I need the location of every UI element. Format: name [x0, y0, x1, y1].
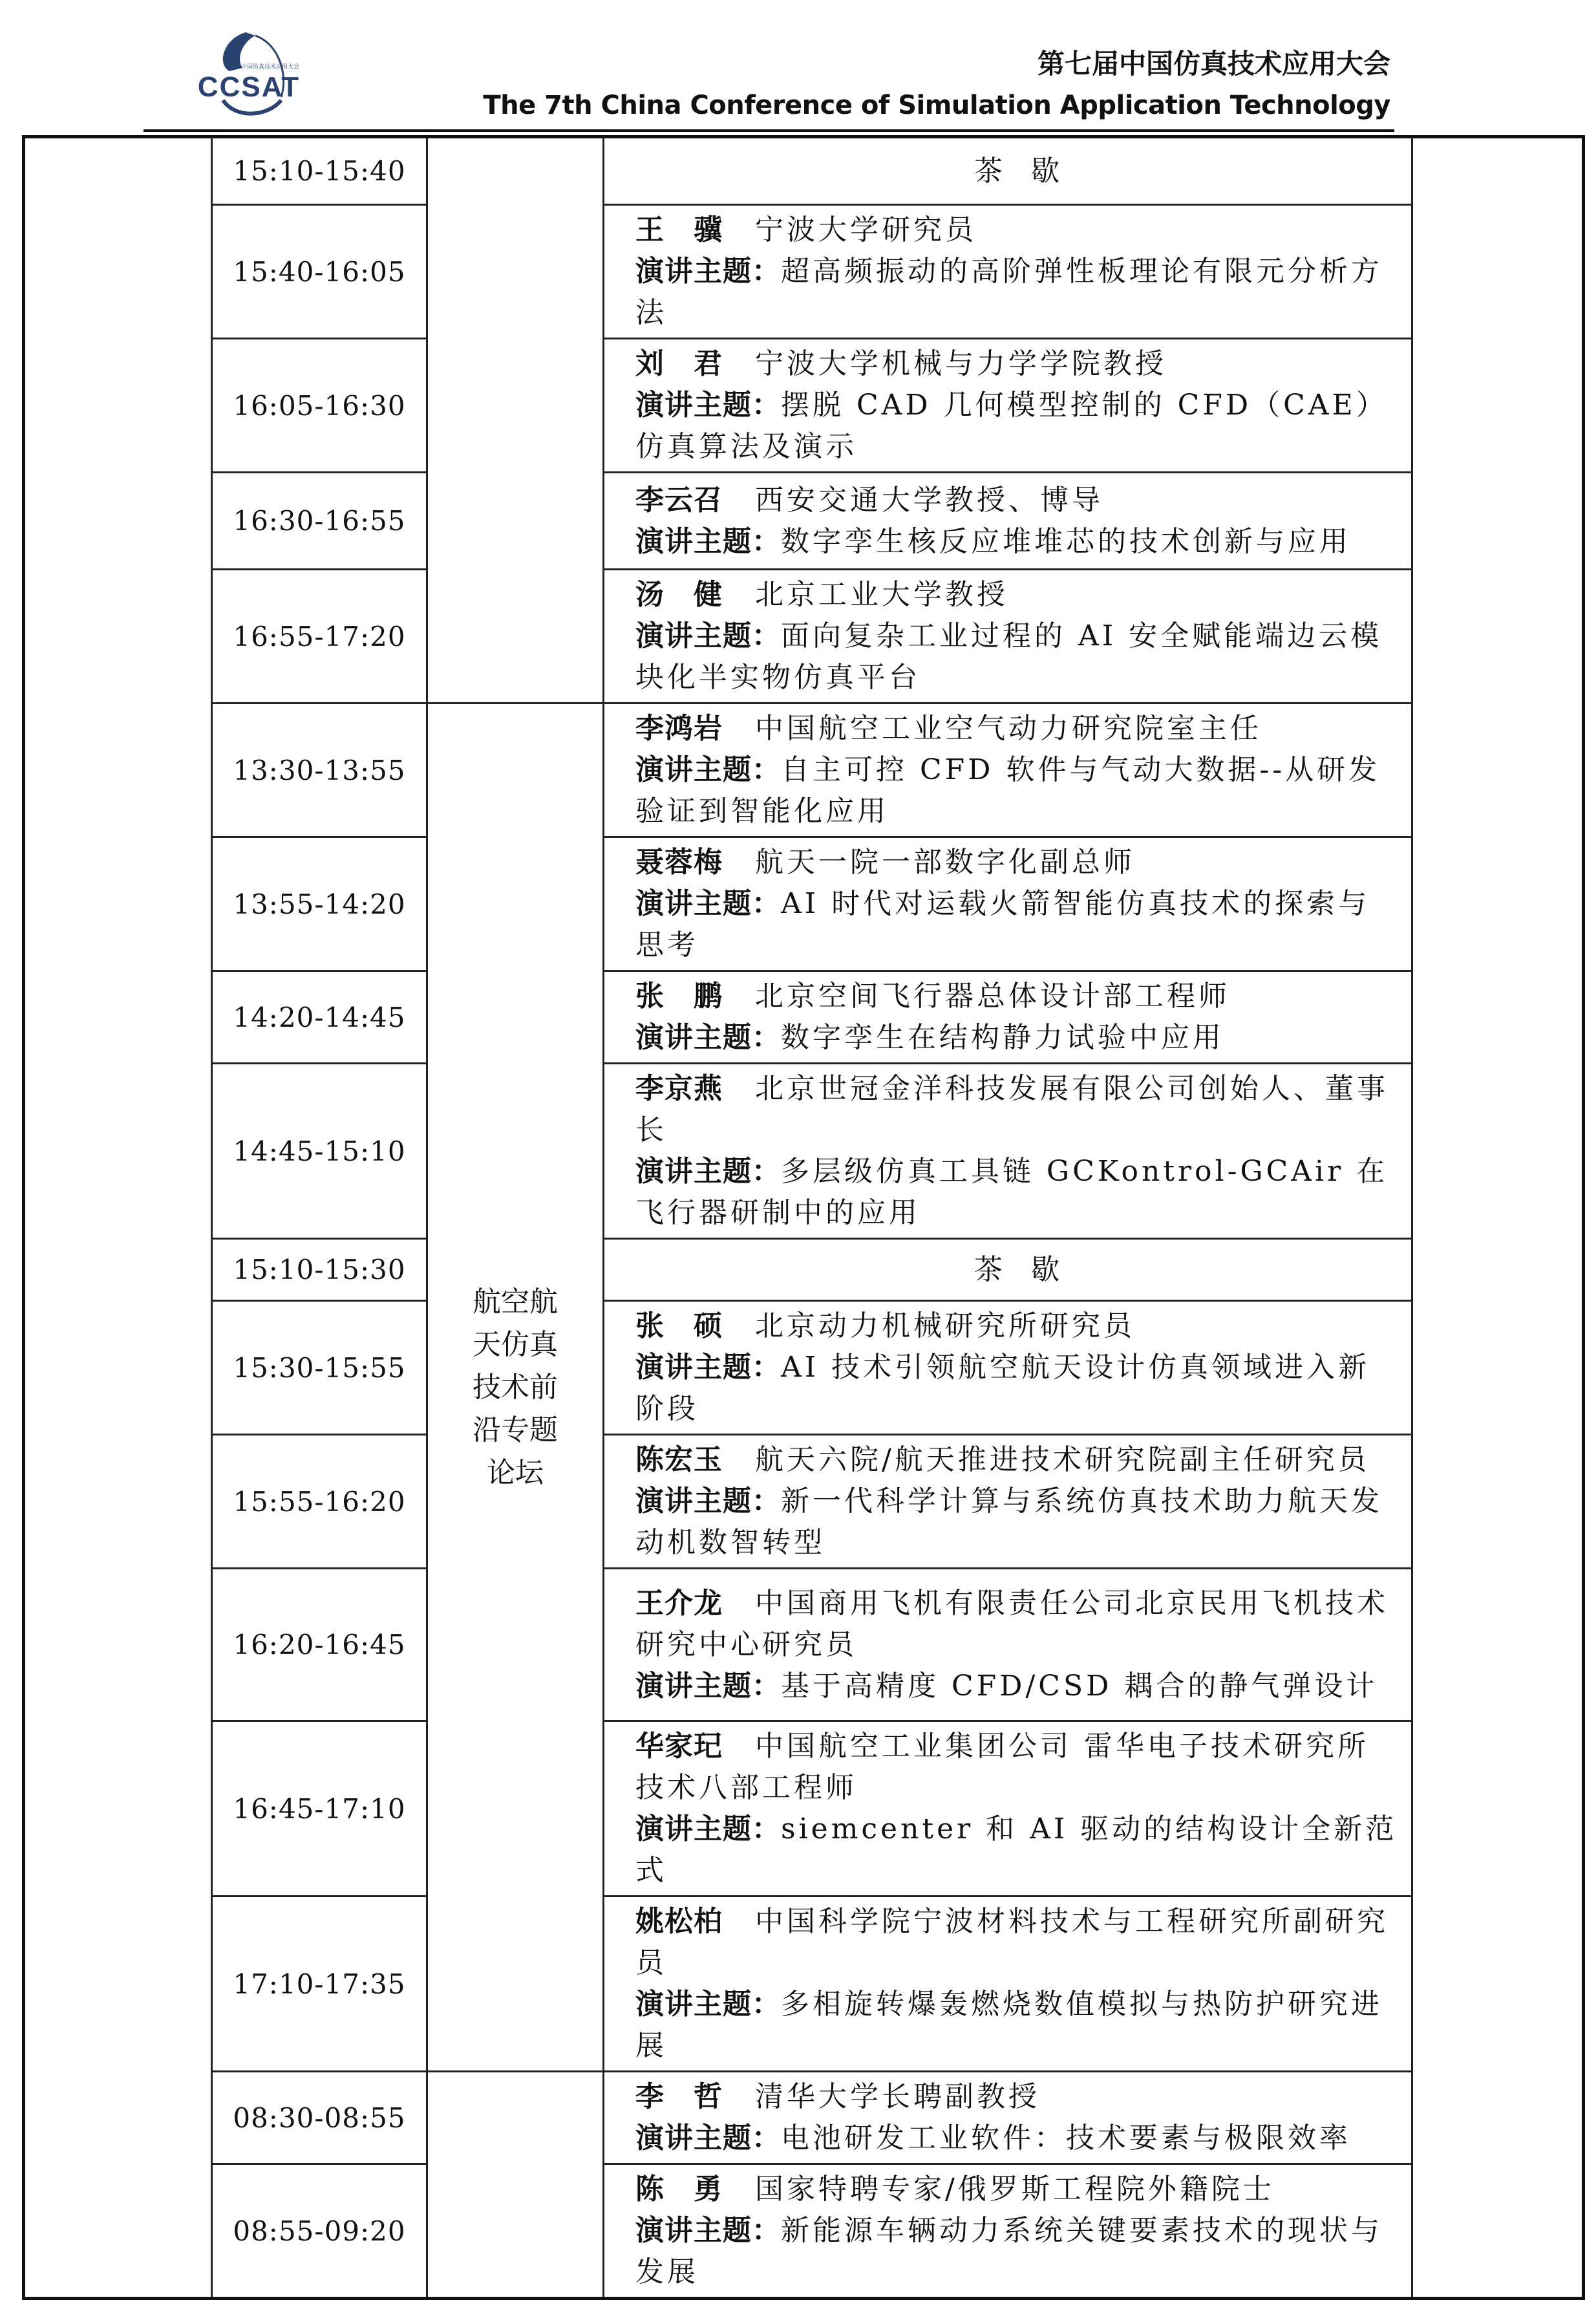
topic-label: 演讲主题：	[635, 1155, 781, 1188]
talk-cell	[604, 1301, 1412, 1435]
time-slot: 15:40-16:05	[212, 205, 427, 339]
talk-cell	[604, 2164, 1412, 2299]
time-slot: 13:30-13:55	[212, 704, 427, 837]
time-slot: 14:45-15:10	[212, 1064, 427, 1239]
talk-topic: 基于高精度 CFD/CSD 耦合的静气弹设计	[781, 1669, 1378, 1703]
talk-topic: 多层级仿真工具链 GCKontrol-GCAir 在飞行器研制中的应用	[635, 1155, 1389, 1229]
topic-label: 演讲主题：	[635, 1351, 781, 1384]
talk-cell	[604, 570, 1412, 704]
speaker-name: 李云召	[635, 483, 723, 517]
talk-topic: 面向复杂工业过程的 AI 安全赋能端边云模块化半实物仿真平台	[635, 619, 1383, 694]
talk-cell	[604, 837, 1412, 971]
speaker-name: 聂蓉梅	[635, 846, 723, 879]
schedule-row	[24, 704, 1584, 837]
speaker-name: 姚松柏	[635, 1905, 723, 1938]
session-cell-empty	[427, 2072, 604, 2299]
speaker-name: 王介龙	[635, 1586, 723, 1620]
time-slot: 15:55-16:20	[212, 1435, 427, 1569]
talk-topic: AI 技术引领航空航天设计仿真领域进入新阶段	[635, 1351, 1370, 1425]
topic-label: 演讲主题：	[635, 2122, 781, 2155]
schedule-row	[24, 837, 1584, 971]
talk-cell	[604, 2072, 1412, 2164]
speaker-name: 王 骥	[635, 213, 723, 246]
speaker-affiliation: 中国商用飞机有限责任公司北京民用飞机技术研究中心研究员	[635, 1586, 1389, 1661]
speaker-affiliation: 北京动力机械研究所研究员	[755, 1309, 1135, 1342]
talk-cell	[604, 473, 1412, 570]
speaker-name: 华家玘	[635, 1730, 723, 1763]
conference-title-en: The 7th China Conference of Simulation Application Technology	[483, 91, 1390, 120]
schedule-row	[24, 1064, 1584, 1239]
right-blank-column	[1412, 137, 1584, 2299]
talk-cell	[604, 1897, 1412, 2072]
schedule-row	[24, 1897, 1584, 2072]
time-slot: 17:10-17:35	[212, 1897, 427, 2072]
speaker-affiliation: 中国航空工业集团公司 雷华电子技术研究所技术八部工程师	[635, 1730, 1369, 1804]
schedule-row	[24, 1435, 1584, 1569]
speaker-name: 刘 君	[635, 347, 723, 380]
talk-topic: 数字孪生核反应堆堆芯的技术创新与应用	[781, 524, 1351, 558]
time-slot: 15:10-15:30	[212, 1239, 427, 1301]
talk-topic: 数字孪生在结构静力试验中应用	[781, 1021, 1224, 1054]
speaker-name: 汤 健	[635, 578, 723, 611]
speaker-name: 陈 勇	[635, 2173, 723, 2206]
session-label	[427, 704, 604, 2072]
talk-cell	[604, 1064, 1412, 1239]
topic-label: 演讲主题：	[635, 753, 781, 786]
speaker-name: 李鸿岩	[635, 712, 723, 745]
talk-cell	[604, 971, 1412, 1064]
time-slot: 16:30-16:55	[212, 473, 427, 570]
topic-label: 演讲主题：	[635, 524, 781, 558]
speaker-affiliation: 航天一院一部数字化副总师	[755, 846, 1135, 879]
time-slot: 08:55-09:20	[212, 2164, 427, 2299]
topic-label: 演讲主题：	[635, 1669, 781, 1703]
page-header	[0, 0, 1596, 136]
talk-topic: 新一代科学计算与系统仿真技术助力航天发动机数智转型	[635, 1485, 1383, 1559]
talk-topic: 摆脱 CAD 几何模型控制的 CFD（CAE）仿真算法及演示	[635, 389, 1388, 463]
speaker-affiliation: 北京空间飞行器总体设计部工程师	[755, 980, 1230, 1013]
ccsat-logo	[184, 26, 314, 123]
talk-cell	[604, 339, 1412, 473]
topic-label: 演讲主题：	[635, 1812, 781, 1845]
time-slot: 15:30-15:55	[212, 1301, 427, 1435]
schedule-table	[22, 135, 1585, 2300]
speaker-name: 李 哲	[635, 2080, 723, 2113]
header-divider	[144, 129, 1394, 132]
talk-topic: 超高频振动的高阶弹性板理论有限元分析方法	[635, 255, 1383, 329]
schedule-row	[24, 205, 1584, 339]
logo-text: CCSAT	[197, 71, 301, 103]
topic-label: 演讲主题：	[635, 619, 781, 652]
speaker-affiliation: 航天六院/航天推进技术研究院副主任研究员	[755, 1443, 1370, 1476]
time-slot: 16:45-17:10	[212, 1721, 427, 1897]
talk-topic: 电池研发工业软件：技术要素与极限效率	[781, 2122, 1351, 2155]
speaker-affiliation: 清华大学长聘副教授	[755, 2080, 1040, 2113]
talk-topic: 新能源车辆动力系统关键要素技术的现状与发展	[635, 2214, 1383, 2288]
schedule-row	[24, 1569, 1584, 1721]
talk-topic: AI 时代对运载火箭智能仿真技术的探索与思考	[635, 887, 1370, 962]
session-cell-empty	[427, 137, 604, 704]
topic-label: 演讲主题：	[635, 1988, 781, 2021]
time-slot: 13:55-14:20	[212, 837, 427, 971]
tea-break: 茶 歇	[604, 137, 1412, 205]
speaker-affiliation: 中国科学院宁波材料技术与工程研究所副研究员	[635, 1905, 1389, 1979]
conference-title-cn: 第七届中国仿真技术应用大会	[1037, 48, 1390, 80]
topic-label: 演讲主题：	[635, 1021, 781, 1054]
tea-break: 茶 歇	[604, 1239, 1412, 1301]
schedule-row	[24, 1301, 1584, 1435]
schedule-row	[24, 339, 1584, 473]
talk-topic: 自主可控 CFD 软件与气动大数据--从研发验证到智能化应用	[635, 753, 1381, 828]
time-slot: 08:30-08:55	[212, 2072, 427, 2164]
topic-label: 演讲主题：	[635, 887, 781, 920]
topic-label: 演讲主题：	[635, 389, 781, 422]
speaker-name: 陈宏玉	[635, 1443, 723, 1476]
schedule-row	[24, 137, 1584, 205]
time-slot: 16:55-17:20	[212, 570, 427, 704]
talk-cell	[604, 1435, 1412, 1569]
schedule-row	[24, 1721, 1584, 1897]
session-title: 航空航天仿真技术前沿专题论坛	[473, 1285, 558, 1489]
speaker-affiliation: 西安交通大学教授、博导	[755, 483, 1103, 517]
schedule-row	[24, 473, 1584, 570]
topic-label: 演讲主题：	[635, 255, 781, 288]
topic-label: 演讲主题：	[635, 2214, 781, 2247]
logo-subtext: 中国仿真技术应用大会	[241, 64, 300, 70]
time-slot: 15:10-15:40	[212, 137, 427, 205]
speaker-affiliation: 国家特聘专家/俄罗斯工程院外籍院士	[755, 2173, 1275, 2206]
schedule-row	[24, 570, 1584, 704]
speaker-affiliation: 北京世冠金洋科技发展有限公司创始人、董事长	[635, 1072, 1389, 1146]
time-slot: 16:20-16:45	[212, 1569, 427, 1721]
time-slot: 16:05-16:30	[212, 339, 427, 473]
schedule-row	[24, 2164, 1584, 2299]
schedule-row	[24, 2072, 1584, 2164]
talk-cell	[604, 1721, 1412, 1897]
speaker-affiliation: 北京工业大学教授	[755, 578, 1008, 611]
speaker-affiliation: 宁波大学研究员	[755, 213, 977, 246]
speaker-name: 张 硕	[635, 1309, 723, 1342]
speaker-name: 李京燕	[635, 1072, 723, 1105]
left-blank-column	[24, 137, 212, 2299]
talk-cell	[604, 1569, 1412, 1721]
talk-topic: siemcenter 和 AI 驱动的结构设计全新范式	[635, 1812, 1398, 1887]
speaker-name: 张 鹏	[635, 980, 723, 1013]
talk-topic: 多相旋转爆轰燃烧数值模拟与热防护研究进展	[635, 1988, 1383, 2062]
talk-cell	[604, 704, 1412, 837]
time-slot: 14:20-14:45	[212, 971, 427, 1064]
speaker-affiliation: 中国航空工业空气动力研究院室主任	[755, 712, 1262, 745]
talk-cell	[604, 205, 1412, 339]
topic-label: 演讲主题：	[635, 1485, 781, 1518]
speaker-affiliation: 宁波大学机械与力学学院教授	[755, 347, 1167, 380]
schedule-row	[24, 971, 1584, 1064]
schedule-row	[24, 1239, 1584, 1301]
